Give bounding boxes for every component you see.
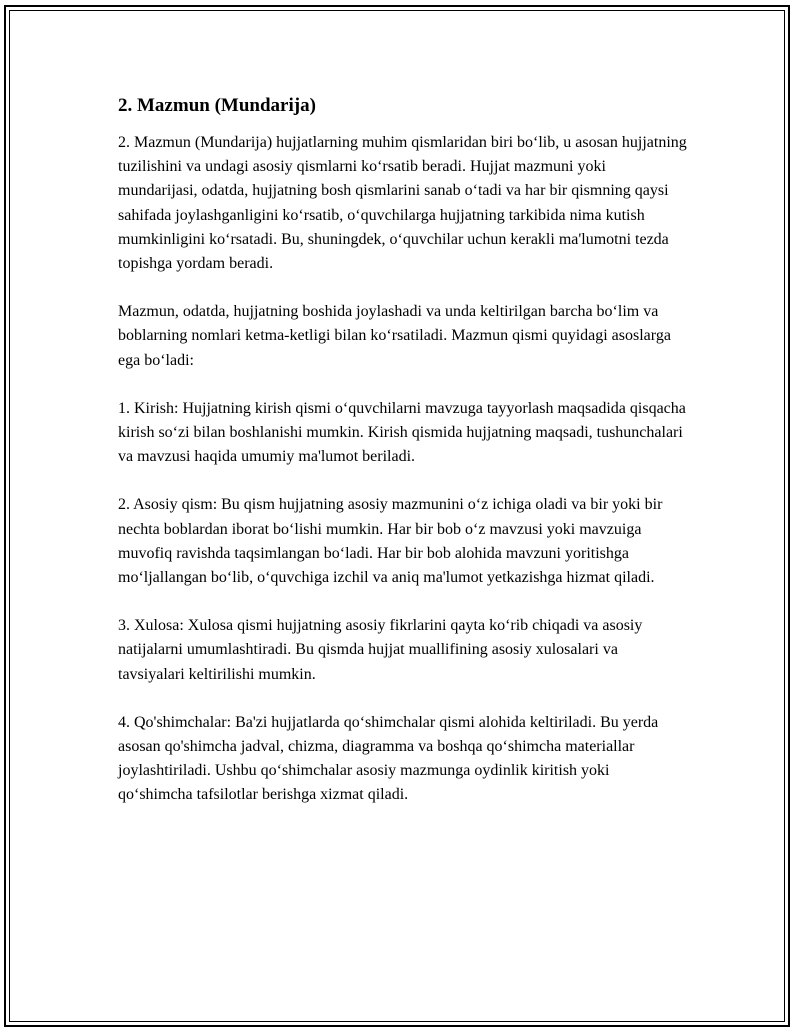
paragraph-kirish: 1. Kirish: Hujjatning kirish qismi o‘quvchilarni mavzuga tayyorlash maqsadida qisqacha kirish so‘zi bilan boshlanishi mumkin. Kirish qismida hujjatning maqsadi, tushunchalari va mavzusi haqida umumiy ma'lumot beriladi. xyxy=(118,399,686,466)
paragraph-qoshimchalar: 4. Qo'shimchalar: Ba'zi hujjatlarda qo‘shimchalar qismi alohida keltiriladi. Bu yerda asosan qo'shimcha jadval, chizma, diagramma va boshqa qo‘shimcha materiallar joylashtiriladi. Ushbu qo‘shimchalar asosiy mazmunga oydinlik kiritish yoki qo‘shimcha tafsilotlar berishga xizmat qiladi. xyxy=(118,713,659,804)
paragraph-intro: 2. Mazmun (Mundarija) hujjatlarning muhim qismlaridan biri bo‘lib, u asosan hujjatning tuzilishini va undagi asosiy qismlarni ko‘rsatib beradi. Hujjat mazmuni yoki mundarijasi, odatda, hujjatning bosh qismlarini sanab o‘tadi va har bir qismning qaysi sahifada joylashganligini ko‘rsatib, o‘quvchilarga hujjatning tarkibida nima kutish mumkinligini ko‘rsatadi. Bu, shuningdek, o‘quvchilar uchun kerakli ma'lumotni tezda topishga yordam beradi. xyxy=(118,134,687,273)
paragraph-location: Mazmun, odatda, hujjatning boshida joylashadi va unda keltirilgan barcha bo‘lim va boblarning nomlari ketma-ketligi bilan ko‘rsatiladi. Mazmun qismi quyidagi asoslarga ega bo‘ladi: xyxy=(118,303,671,369)
document-body xyxy=(118,94,688,832)
paragraph-xulosa: 3. Xulosa: Xulosa qismi hujjatning asosiy fikrlarini qayta ko‘rib chiqadi va asosiy natijalarni umumlashtiradi. Bu qismda hujjat muallifining asosiy xulosalari va tavsiyalari keltirilishi mumkin. xyxy=(118,617,643,683)
section-heading: 2. Mazmun (Mundarija) xyxy=(118,95,316,116)
paragraph-asosiy-qism: 2. Asosiy qism: Bu qism hujjatning asosiy mazmunini o‘z ichiga oladi va bir yoki bir nechta boblardan iborat bo‘lishi mumkin. Har bir bob o‘z mavzusi yoki mavzuiga muvofiq ravishda taqsimlangan bo‘ladi. Har bir bob alohida mavzuni yoritishga mo‘ljallangan bo‘lib, o‘quvchiga izchil va aniq ma'lumot yetkazishga hizmat qiladi. xyxy=(118,496,663,587)
